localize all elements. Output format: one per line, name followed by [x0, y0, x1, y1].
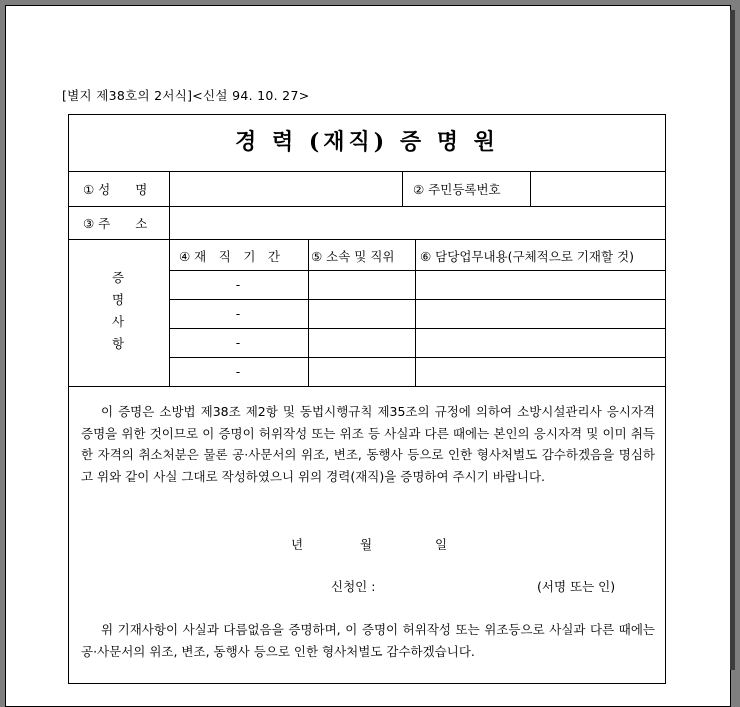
address-label: ③ 주 소	[83, 216, 148, 231]
divider	[169, 328, 665, 329]
divider	[308, 239, 309, 386]
name-label: ① 성 명	[83, 182, 148, 197]
rrn-field[interactable]	[531, 172, 665, 206]
signature-note: (서명 또는 인)	[537, 579, 616, 594]
col-period-header: ④ 재 직 기 간	[179, 249, 280, 264]
period-row-2[interactable]: -	[235, 306, 241, 321]
date-month: 월	[360, 537, 373, 552]
form-title: 경 력 (재직) 증 명 원	[235, 129, 499, 155]
address-field[interactable]	[170, 207, 665, 239]
cert-section-char: 명	[111, 292, 125, 307]
rrn-label: ② 주민등록번호	[413, 182, 501, 197]
page-shadow	[730, 10, 735, 670]
period-row-3[interactable]: -	[235, 335, 241, 350]
cert-section-label	[103, 267, 133, 355]
form-reference: [별지 제38호의 2서식]<신설 94. 10. 27>	[62, 88, 310, 103]
period-row-1[interactable]: -	[235, 277, 241, 292]
applicant-label: 신청인 :	[331, 579, 376, 594]
date-year: 년	[291, 537, 304, 552]
col-duty-header: ⑥ 담당업무내용(구체적으로 기재할 것)	[420, 249, 635, 264]
divider	[169, 299, 665, 300]
name-field[interactable]	[170, 172, 402, 206]
period-row-4[interactable]: -	[235, 364, 241, 379]
col-dept-header: ⑤ 소속 및 직위	[311, 249, 395, 264]
cert-section-char: 항	[111, 336, 125, 351]
divider	[69, 239, 665, 240]
date-day: 일	[435, 537, 448, 552]
statement-paragraph: 이 증명은 소방법 제38조 제2항 및 동법시행규칙 제35조의 규정에 의하여 소방시설관리사 응시자격증명을 위한 것이므로 이 증명이 허위작성 또는 위조 등 사실과 다른 때에는 본인의 응시자격 및 이미 취득한 자격의 취소처분은 물론 공·사문서의 위조, 변조, 동행사 등으로 인한 형사처벌도 감수하겠음을 명심하고 위와 같이 사실 그대로 작성하였으니 위의 경력(재직)을 증명하여 주시기 바랍니다.	[81, 404, 655, 484]
divider	[415, 239, 416, 386]
career-certificate-form	[68, 114, 666, 684]
divider	[169, 357, 665, 358]
cert-section-char: 사	[111, 314, 125, 329]
cert-section-char: 증	[111, 270, 125, 285]
divider	[169, 270, 665, 271]
confirmation-paragraph: 위 기재사항이 사실과 다름없음을 증명하며, 이 증명이 허위작성 또는 위조등으로 사실과 다른 때에는 공·사문서의 위조, 변조, 동행사 등으로 인한 형사처벌도 감수하겠습니다.	[81, 622, 655, 659]
divider	[69, 386, 665, 387]
divider	[402, 171, 403, 206]
